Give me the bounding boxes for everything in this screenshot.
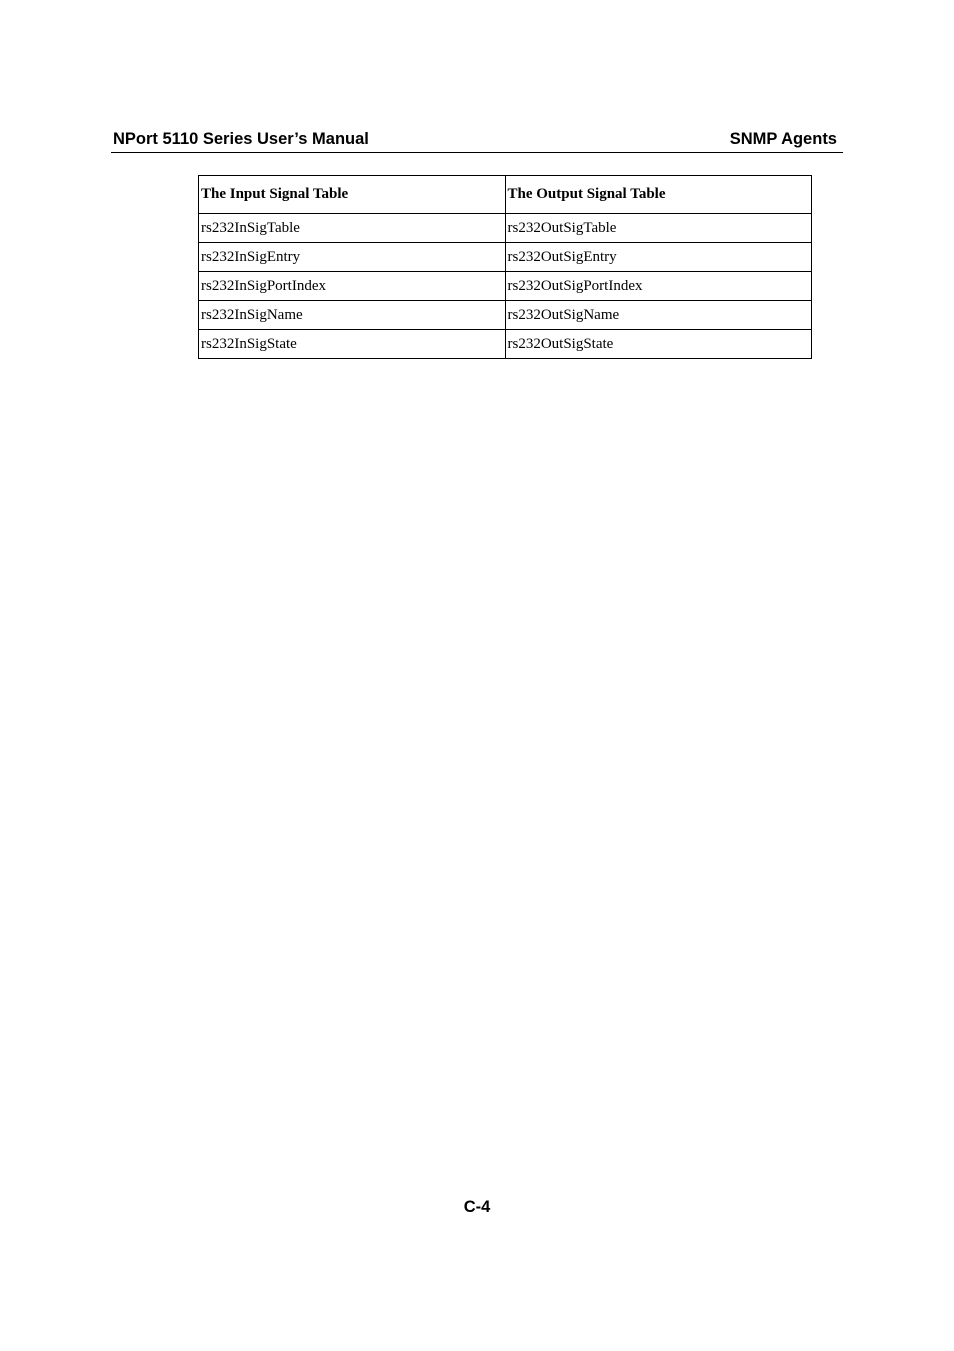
- table-header-row: [199, 176, 812, 214]
- table-row: [199, 272, 812, 301]
- table-cell: rs232InSigState: [199, 330, 506, 359]
- output-signal-column-header: The Output Signal Table: [505, 176, 812, 214]
- table-cell: rs232OutSigEntry: [505, 243, 812, 272]
- manual-title: NPort 5110 Series User’s Manual: [113, 130, 369, 148]
- table-cell: rs232OutSigState: [505, 330, 812, 359]
- section-title: SNMP Agents: [729, 130, 837, 148]
- table-cell: rs232OutSigPortIndex: [505, 272, 812, 301]
- table-row: [199, 214, 812, 243]
- table-cell: rs232InSigPortIndex: [199, 272, 506, 301]
- table-cell: rs232InSigTable: [199, 214, 506, 243]
- table-row: [199, 330, 812, 359]
- table-cell: rs232InSigEntry: [199, 243, 506, 272]
- table-row: [199, 301, 812, 330]
- page-header: [111, 128, 843, 153]
- table-row: [199, 243, 812, 272]
- page-number: C-4: [463, 1198, 491, 1216]
- table-cell: rs232InSigName: [199, 301, 506, 330]
- signal-table: [198, 175, 812, 359]
- input-signal-column-header: The Input Signal Table: [199, 176, 506, 214]
- table-cell: rs232OutSigName: [505, 301, 812, 330]
- table-cell: rs232OutSigTable: [505, 214, 812, 243]
